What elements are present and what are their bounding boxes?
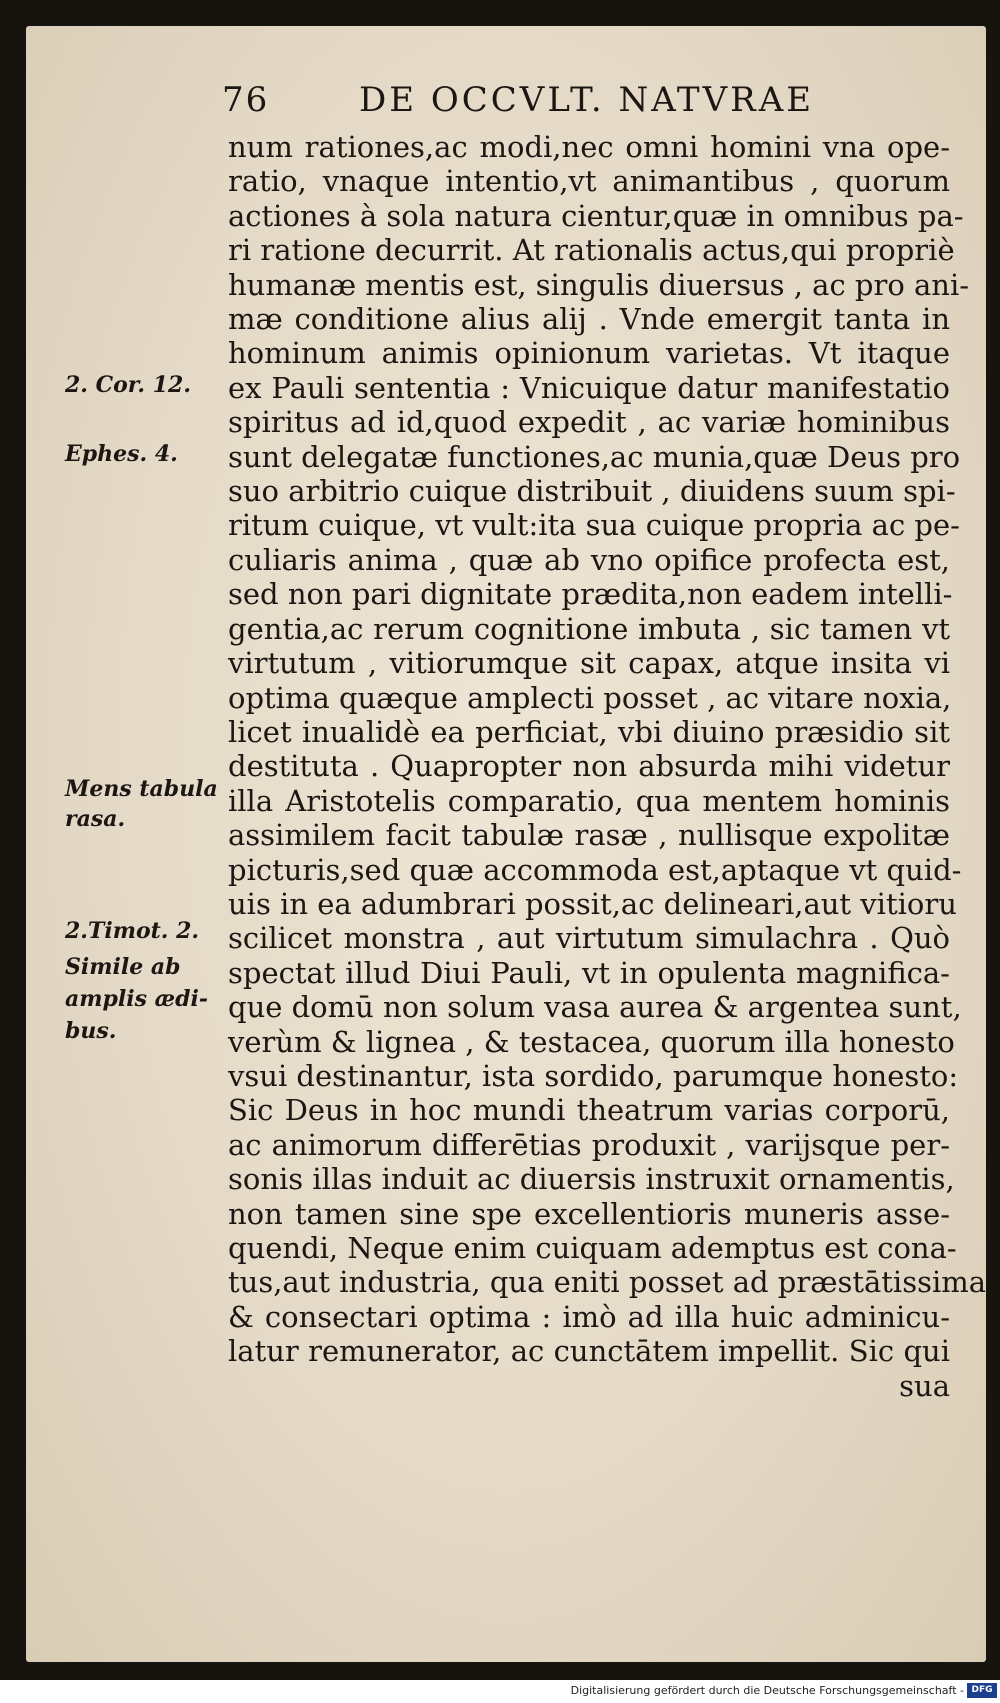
text-line: optima quæque amplecti posset , ac vitare noxia, xyxy=(228,680,952,715)
page-number: 76 xyxy=(222,80,270,120)
text-line: sed non pari dignitate prædita,non eadem intelli- xyxy=(228,577,953,612)
text-line: spectat illud Diui Pauli, vt in opulenta magnifica- xyxy=(228,955,950,990)
text-line: ex Pauli sententia : Vnicuique datur manifestatio xyxy=(228,370,950,405)
text-line: ri ratione decurrit. At rationalis actus,qui propriè xyxy=(228,233,955,268)
digitization-footer xyxy=(0,1680,1000,1703)
margin-note-ephes: Ephes. 4. xyxy=(65,441,178,467)
text-line: tus,aut industria, qua eniti posset ad præstātissima xyxy=(228,1265,987,1300)
text-line: mæ conditione alius alij . Vnde emergit tanta in xyxy=(228,302,950,337)
margin-note-simile: Simile ab xyxy=(65,954,181,980)
margin-note-simile-cont: amplis ædi- xyxy=(65,986,209,1012)
text-line: vsui destinantur, ista sordido, parumque honesto: xyxy=(228,1058,959,1093)
text-line: sua xyxy=(899,1368,950,1403)
text-line: gentia,ac rerum cognitione imbuta , sic tamen vt xyxy=(228,611,950,646)
dfg-logo: DFG xyxy=(967,1683,997,1698)
margin-note-simile-end: bus. xyxy=(65,1018,117,1044)
text-line: illa Aristotelis comparatio, qua mentem hominis xyxy=(228,783,950,818)
text-line: latur remunerator, ac cunctātem impellit. Sic qui xyxy=(228,1334,950,1369)
margin-note-mens: Mens tabula xyxy=(65,776,218,802)
text-line: spiritus ad id,quod expedit , ac variæ hominibus xyxy=(228,405,950,440)
text-line: picturis,sed quæ accommoda est,aptaque vt quid- xyxy=(228,852,962,887)
margin-note-cor: 2. Cor. 12. xyxy=(65,372,191,398)
text-line: Sic Deus in hoc mundi theatrum varias corporū, xyxy=(228,1093,950,1128)
page-header xyxy=(222,80,882,130)
text-line: culiaris anima , quæ ab vno opifice profecta est, xyxy=(228,542,950,577)
text-line: licet inualidè ea perficiat, vbi diuino præsidio sit xyxy=(228,714,950,749)
main-text-block xyxy=(228,130,987,1403)
text-line: destituta . Quapropter non absurda mihi videtur xyxy=(228,749,950,784)
text-line: uis in ea adumbrari possit,ac delineari,aut vitioru xyxy=(228,886,957,921)
text-line: non tamen sine spe excellentioris muneris asse- xyxy=(228,1196,950,1231)
text-line: num rationes,ac modi,nec omni homini vna ope- xyxy=(228,130,950,164)
text-line: sunt delegatæ functiones,ac munia,quæ Deus pro xyxy=(228,439,961,474)
text-line: & consectari optima : imò ad illa huic adminicu- xyxy=(228,1299,950,1334)
book-page xyxy=(26,26,986,1662)
text-line: assimilem facit tabulæ rasæ , nullisque expolitæ xyxy=(228,818,950,853)
text-line: virtutum , vitiorumque sit capax, atque insita vi xyxy=(228,646,950,681)
text-line: ritum cuique, vt vult:ita sua cuique propria ac pe- xyxy=(228,508,960,543)
text-line: humanæ mentis est, singulis diuersus , ac pro ani- xyxy=(228,267,970,302)
margin-note-timot: 2.Timot. 2. xyxy=(65,918,200,944)
text-line: actiones à sola natura cientur,quæ in omnibus pa- xyxy=(228,198,964,233)
text-line: ratio, vnaque intentio,vt animantibus , quorum xyxy=(228,164,950,199)
text-line: que domū non solum vasa aurea & argentea sunt, xyxy=(228,990,962,1025)
margin-note-mens-cont: rasa. xyxy=(65,806,126,832)
text-line: ac animorum differētias produxit , varijsque per- xyxy=(228,1127,950,1162)
text-line: suo arbitrio cuique distribuit , diuidens suum spi- xyxy=(228,474,956,509)
text-line: hominum animis opinionum varietas. Vt itaque xyxy=(228,336,950,371)
text-line: sonis illas induit ac diuersis instruxit ornamentis, xyxy=(228,1162,955,1197)
text-line: scilicet monstra , aut virtutum simulachra . Quò xyxy=(228,921,950,956)
running-title: DE OCCVLT. NATVRAE xyxy=(359,80,815,120)
text-line: quendi, Neque enim cuiquam ademptus est cona- xyxy=(228,1231,957,1265)
funding-credit: Digitalisierung gefördert durch die Deutsche Forschungsgemeinschaft - xyxy=(570,1684,964,1697)
text-line: verùm & lignea , & testacea, quorum illa honesto xyxy=(228,1024,955,1059)
